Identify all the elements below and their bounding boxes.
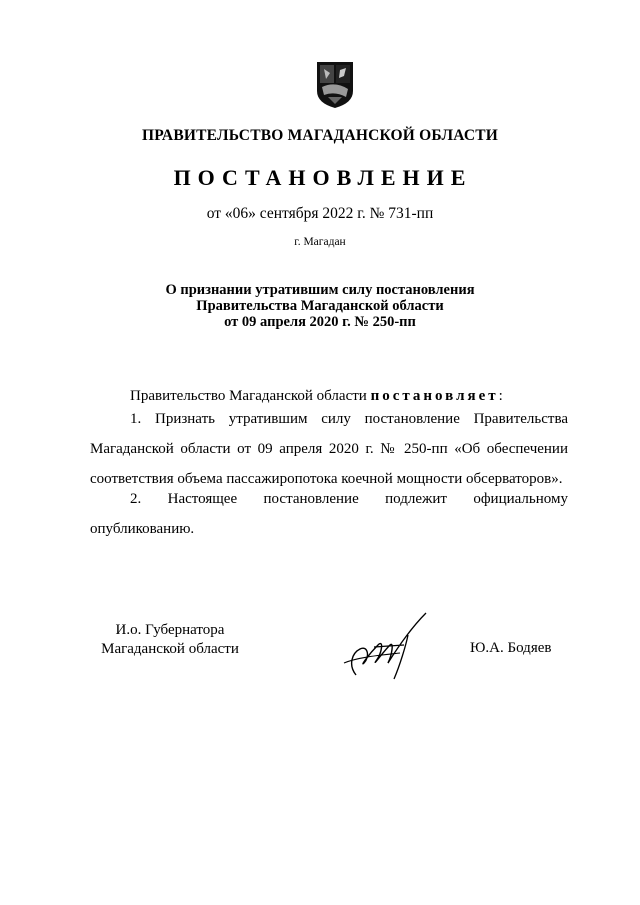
handwritten-signature-icon [338,605,448,685]
date-number-line: от «06» сентября 2022 г. № 731-пп [206,205,434,222]
city-line: г. Магадан [294,236,346,248]
decree-item-1: 1. Признать утратившим силу постановление Правительства Магаданской области от 09 апреля 2020 г. № 250-пп «Об обеспечении соответствия объема пассажиропотока коечной мощности обсерваторов». [90,411,568,487]
document-type: ПОСТАНОВЛЕНИЕ [173,165,473,190]
position-line: И.о. Губернатора [115,622,225,638]
subject-line: от 09 апреля 2020 г. № 250-пп [224,314,416,330]
position-line: Магаданской области [101,641,239,657]
subject-line: О признании утратившим силу постановления [165,282,475,298]
organization-title: ПРАВИТЕЛЬСТВО МАГАДАНСКОЙ ОБЛАСТИ [141,127,499,144]
decree-word: постановляет [370,388,499,404]
signatory-name: Ю.А. Бодяев [470,640,552,656]
document-subject [0,282,640,330]
intro-colon: : [498,388,503,404]
coat-of-arms-icon [316,61,354,109]
decree-item-2: 2. Настоящее постановление подлежит официальному опубликованию. [90,491,568,537]
intro-text: Правительство Магаданской области [130,388,371,404]
signatory-position [90,621,250,659]
subject-line: Правительства Магаданской области [196,298,444,314]
